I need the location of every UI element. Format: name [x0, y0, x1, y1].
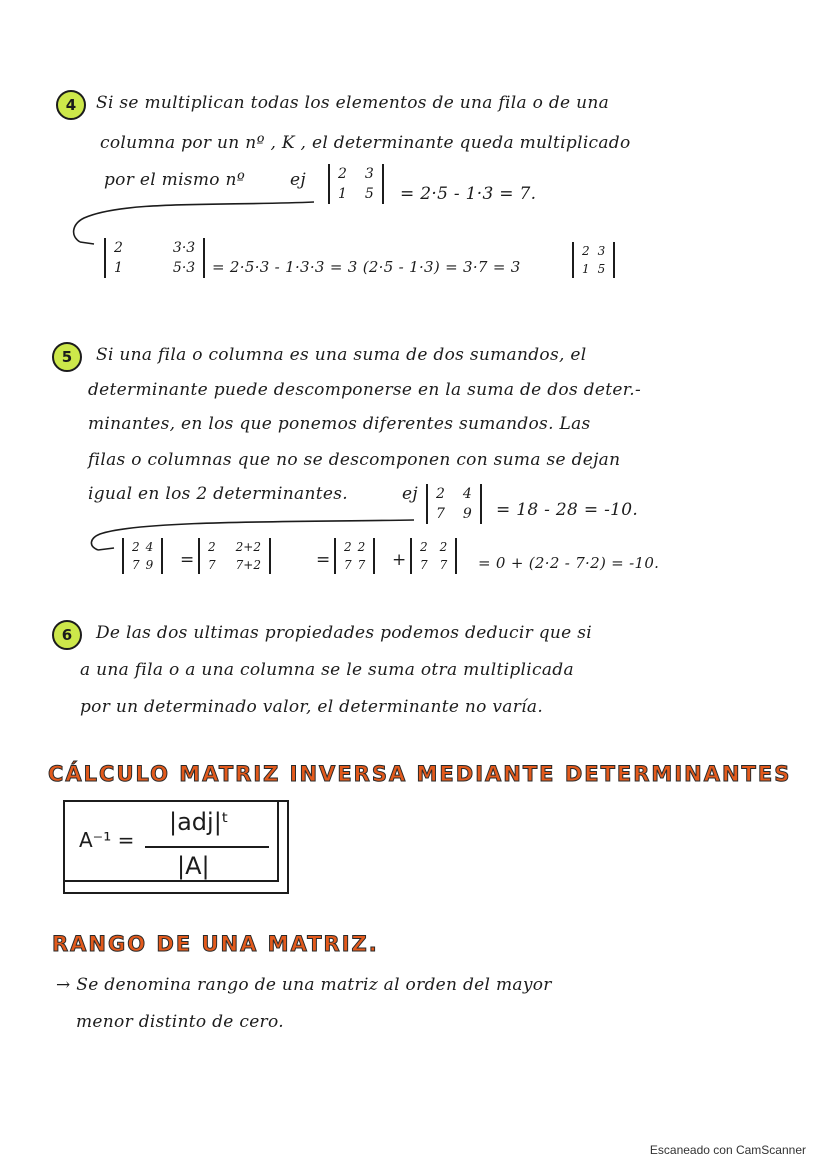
det-cell: 1 [582, 262, 590, 276]
section-5-line-1: Si una fila o columna es una suma de dos sumandos, el [96, 345, 587, 365]
section-5-determinant-d [410, 538, 457, 574]
section-4-number: 4 [56, 90, 86, 120]
det-cell: 4 [145, 540, 154, 554]
section-5-number: 5 [52, 342, 82, 372]
section-5-plus: + [392, 550, 407, 570]
section-4-determinant-3 [572, 242, 615, 278]
det-cell: 7 [420, 558, 428, 572]
section-5-line-3: minantes, en los que ponemos diferentes sumandos. Las [88, 414, 591, 434]
section-4-det2-result: = 2·5·3 - 1·3·3 = 3 (2·5 - 1·3) = 3·7 = 3 [212, 258, 521, 276]
det-cell: 7 [439, 558, 448, 572]
fraction-line [145, 846, 269, 848]
section-5-determinant-1 [426, 484, 482, 524]
det-cell: 2+2 [235, 540, 261, 554]
section-5-determinant-b [198, 538, 271, 574]
det-cell: 9 [145, 558, 154, 572]
det-cell: 7 [436, 506, 445, 522]
section-6-line-2: a una fila o a una columna se le suma otra multiplicada [80, 660, 574, 680]
det-cell: 2 [344, 540, 352, 554]
rango-line-1: → Se denomina rango de una matriz al orden del mayor [56, 975, 552, 995]
det-cell: 4 [462, 486, 472, 502]
section-6-number: 6 [52, 620, 82, 650]
section-4-example-prefix: ej [290, 170, 306, 190]
det-cell: 2 [439, 540, 448, 554]
det-cell: 3 [597, 244, 606, 258]
det-cell: 2 [132, 540, 140, 554]
rango-line-2: menor distinto de cero. [76, 1012, 284, 1032]
section-4-determinant-2 [104, 238, 205, 278]
inverse-formula-box [63, 800, 289, 894]
det-cell: 2 [338, 166, 347, 182]
section-4-line-1: Si se multiplican todas los elementos de una fila o de una [96, 93, 610, 113]
heading-inverse-matrix: CÁLCULO MATRIZ INVERSA MEDIANTE DETERMINANTES [48, 762, 792, 786]
det-cell: 2 [208, 540, 216, 554]
det-cell: 7+2 [235, 558, 261, 572]
scanner-watermark: Escaneado con CamScanner [649, 1143, 806, 1157]
section-5-eq-1: = [180, 550, 195, 570]
section-6-line-1: De las dos ultimas propiedades podemos deducir que si [96, 623, 592, 643]
section-5-determinant-a [122, 538, 163, 574]
section-5-line-2: determinante puede descomponerse en la suma de dos deter.- [88, 380, 642, 400]
section-4-line-3: por el mismo nº [104, 170, 246, 190]
section-5-line-4: filas o columnas que no se descomponen con suma se dejan [88, 450, 621, 470]
section-5-det1-result: = 18 - 28 = -10. [496, 500, 639, 520]
formula-lhs: A⁻¹ = [79, 828, 135, 852]
section-6-line-3: por un determinado valor, el determinante no varía. [80, 697, 544, 717]
det-cell: 2 [357, 540, 366, 554]
formula-denominator: |A| [177, 852, 210, 880]
section-4-line-2: columna por un nº , K , el determinante queda multiplicado [100, 133, 631, 153]
det-cell: 5 [597, 262, 606, 276]
det-cell: 9 [462, 506, 472, 522]
section-4-det1-result: = 2·5 - 1·3 = 7. [400, 184, 537, 204]
section-5-determinant-c [334, 538, 375, 574]
det-cell: 3·3 [172, 240, 196, 256]
heading-matrix-rank: RANGO DE UNA MATRIZ. [52, 932, 379, 956]
det-cell: 5 [364, 186, 374, 202]
det-cell: 5·3 [172, 260, 196, 276]
det-cell: 1 [338, 186, 347, 202]
section-5-eq-2: = [316, 550, 331, 570]
det-cell: 2 [582, 244, 590, 258]
det-cell: 2 [114, 240, 123, 256]
section-5-line-5: igual en los 2 determinantes. [88, 484, 348, 504]
det-cell: 7 [208, 558, 216, 572]
formula-numerator: |adj|ᵗ [169, 808, 229, 836]
det-cell: 7 [357, 558, 366, 572]
section-5-result: = 0 + (2·2 - 7·2) = -10. [478, 554, 660, 572]
section-4-determinant-1 [328, 164, 384, 204]
det-cell: 7 [132, 558, 140, 572]
det-cell: 2 [436, 486, 445, 502]
det-cell: 7 [344, 558, 352, 572]
det-cell: 3 [364, 166, 374, 182]
section-5-example-prefix: ej [402, 484, 418, 504]
det-cell: 1 [114, 260, 123, 276]
det-cell: 2 [420, 540, 428, 554]
